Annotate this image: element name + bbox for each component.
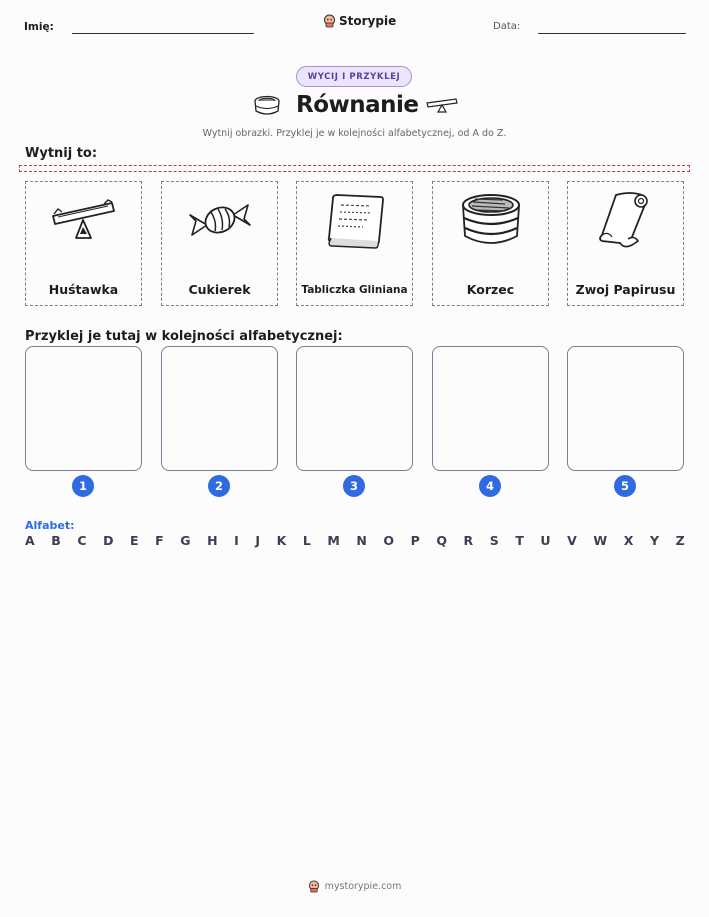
alphabet-letter: V bbox=[567, 533, 577, 548]
alphabet-letter: A bbox=[25, 533, 35, 548]
slot-number-2: 2 bbox=[208, 475, 230, 497]
paste-slot-5[interactable] bbox=[567, 346, 684, 471]
card-label: Zwoj Papirusu bbox=[575, 282, 676, 297]
date-field[interactable] bbox=[538, 33, 686, 34]
alphabet-letter: Z bbox=[675, 533, 685, 548]
alphabet-letter: G bbox=[180, 533, 191, 548]
seesaw-icon bbox=[425, 97, 459, 115]
alphabet-letter: J bbox=[255, 533, 260, 548]
paste-slot-4[interactable] bbox=[432, 346, 549, 471]
alphabet-letter: P bbox=[410, 533, 420, 548]
cut-card-hustawka[interactable] bbox=[25, 181, 142, 306]
paste-section-label: Przyklej je tutaj w kolejności alfabetycznej: bbox=[25, 329, 343, 344]
alphabet-letter: X bbox=[623, 533, 634, 548]
seesaw-icon bbox=[48, 198, 120, 242]
page-title: Równanie bbox=[296, 92, 419, 118]
storypie-mascot-icon bbox=[308, 880, 320, 893]
name-field[interactable] bbox=[72, 33, 254, 34]
alphabet-letter: K bbox=[276, 533, 287, 548]
alphabet-letter: W bbox=[593, 533, 608, 548]
clay-tablet-icon bbox=[323, 191, 387, 249]
candy-icon bbox=[187, 195, 253, 245]
footer-url[interactable]: mystorypie.com bbox=[324, 881, 402, 892]
alphabet-letter: F bbox=[155, 533, 164, 548]
cut-card-zwoj-papirusu[interactable] bbox=[567, 181, 684, 306]
alphabet-letter: U bbox=[540, 533, 551, 548]
alphabet-letter: R bbox=[463, 533, 474, 548]
cut-card-cukierek[interactable] bbox=[161, 181, 278, 306]
bushel-basket-icon bbox=[252, 94, 282, 118]
alphabet-letter: H bbox=[207, 533, 218, 548]
alphabet-letter: I bbox=[234, 533, 239, 548]
cut-card-tabliczka-gliniana[interactable] bbox=[296, 181, 413, 306]
alphabet-letter: Q bbox=[436, 533, 447, 548]
slot-number-3: 3 bbox=[343, 475, 365, 497]
footer bbox=[0, 880, 709, 893]
alphabet-letter: L bbox=[302, 533, 311, 548]
alphabet-letter: O bbox=[383, 533, 395, 548]
alphabet-label: Alfabet: bbox=[25, 519, 75, 532]
alphabet-letter: B bbox=[51, 533, 61, 548]
alphabet-letter: M bbox=[327, 533, 340, 548]
paste-slot-3[interactable] bbox=[296, 346, 413, 471]
bushel-basket-icon bbox=[459, 190, 523, 250]
alphabet-letter: S bbox=[489, 533, 499, 548]
alphabet-letter: D bbox=[103, 533, 114, 548]
storypie-mascot-icon bbox=[323, 14, 336, 28]
card-label: Tabliczka Gliniana bbox=[301, 284, 408, 296]
slot-number-5: 5 bbox=[614, 475, 636, 497]
slot-number-1: 1 bbox=[72, 475, 94, 497]
card-label: Cukierek bbox=[188, 282, 251, 297]
alphabet-letter: C bbox=[77, 533, 87, 548]
card-label: Huśtawka bbox=[48, 282, 119, 297]
date-label: Data: bbox=[493, 21, 521, 32]
alphabet-row bbox=[25, 533, 685, 548]
slot-number-4: 4 bbox=[479, 475, 501, 497]
cut-section-label: Wytnij to: bbox=[25, 146, 98, 161]
alphabet-letter: Y bbox=[649, 533, 659, 548]
card-label: Korzec bbox=[466, 282, 515, 297]
cut-line bbox=[19, 165, 690, 172]
papyrus-scroll-icon bbox=[594, 189, 658, 251]
paste-slot-2[interactable] bbox=[161, 346, 278, 471]
name-label: Imię: bbox=[24, 21, 54, 33]
alphabet-letter: N bbox=[356, 533, 367, 548]
brand-logo bbox=[323, 14, 396, 28]
alphabet-letter: T bbox=[515, 533, 524, 548]
brand-name: Storypie bbox=[339, 14, 397, 28]
paste-slot-1[interactable] bbox=[25, 346, 142, 471]
instructions: Wytnij obrazki. Przyklej je w kolejności alfabetycznej, od A do Z. bbox=[202, 128, 507, 139]
cut-card-korzec[interactable] bbox=[432, 181, 549, 306]
activity-badge: WYCIJ I PRZYKLEJ bbox=[296, 66, 412, 87]
alphabet-letter: E bbox=[130, 533, 139, 548]
